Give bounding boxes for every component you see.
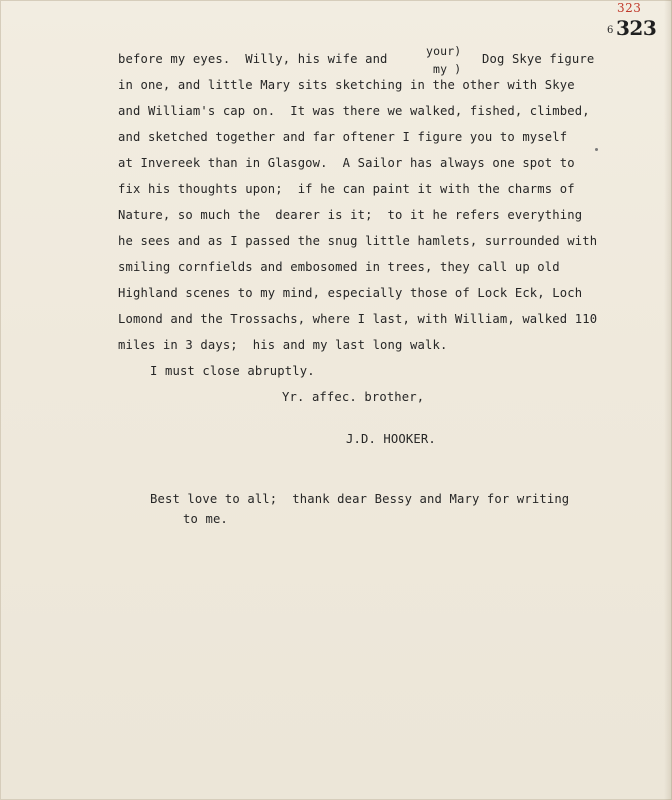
page-edge-shadow	[664, 0, 672, 800]
body-line-11: Lomond and the Trossachs, where I last, with William, walked 110	[118, 312, 598, 326]
body-line-7: Nature, so much the dearer is it; to it he refers everything	[118, 208, 583, 222]
postscript-line-2: to me.	[183, 512, 228, 526]
body-line-4: and sketched together and far oftener I figure you to myself	[118, 130, 568, 144]
body-line-8: he sees and as I passed the snug little hamlets, surrounded with	[118, 234, 598, 248]
body-line-9: smiling cornfields and embosomed in trees, they call up old	[118, 260, 560, 274]
body-line-3: and William's cap on. It was there we walked, fished, climbed,	[118, 104, 590, 118]
margin-dot	[595, 148, 598, 151]
body-line-1-your: your)	[426, 44, 462, 58]
body-line-12: miles in 3 days; his and my last long walk.	[118, 338, 448, 352]
closing-line: I must close abruptly.	[150, 364, 315, 378]
body-line-10: Highland scenes to my mind, especially those of Lock Eck, Loch	[118, 286, 583, 300]
body-line-5: at Invereek than in Glasgow. A Sailor has always one spot to	[118, 156, 575, 170]
body-line-1-after: Dog Skye figure	[482, 52, 595, 66]
red-page-number: 323	[617, 1, 642, 15]
postscript-line-1: Best love to all; thank dear Bessy and Mary for writing	[150, 492, 570, 506]
salutation-line: Yr. affec. brother,	[282, 390, 425, 404]
body-line-1-before: before my eyes. Willy, his wife and	[118, 52, 388, 66]
body-line-2: in one, and little Mary sits sketching in the other with Skye	[118, 78, 575, 92]
body-line-1-my: my )	[433, 62, 462, 76]
body-line-6: fix his thoughts upon; if he can paint it with the charms of	[118, 182, 575, 196]
page-number: 323	[616, 16, 657, 40]
signature-line: J.D. HOOKER.	[346, 432, 436, 446]
page-number-prefix: 6	[607, 25, 614, 36]
